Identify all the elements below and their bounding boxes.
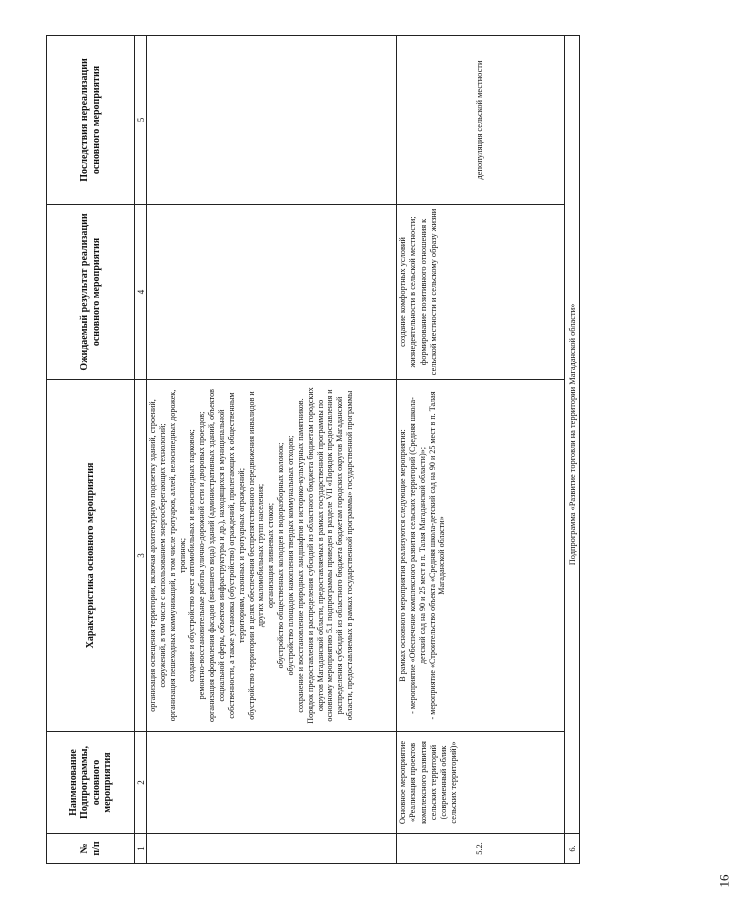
program-table	[46, 35, 580, 864]
cell-consequence: депопуляция сельской местности	[397, 36, 565, 205]
cell-empty	[147, 834, 397, 864]
cell-name: Основное мероприятие «Реализация проектов комплексного развития сельских территорий (современный облик сельских территорий)»	[397, 732, 565, 834]
text-line: создание и обустройство мест автомобильных и велосипедных парковок;	[187, 429, 197, 682]
header-num: № п/п	[47, 834, 135, 864]
col-number: 4	[135, 205, 147, 380]
text-line: ремонтно-восстановительные работы улично-дорожной сети и дворовых проездов;	[197, 411, 207, 700]
text-line: организация пешеходных коммуникаций, в том числе тротуаров, аллей, велосипедных дорожек, тропинок;	[167, 389, 187, 722]
header-result: Ожидаемый результат реализации основного мероприятия	[47, 205, 135, 380]
cell-empty	[147, 205, 397, 380]
cell-characteristics	[147, 380, 397, 732]
column-numbers-row	[135, 36, 147, 864]
text-line: обустройство площадок накопления твердых коммунальных отходов;	[286, 435, 296, 676]
cell-result: создание комфортных условий жизнедеятельности в сельской местности; формирование позитивного отношения к сельской местности и сельскому образу жизни	[397, 205, 565, 380]
page-number: 16	[716, 874, 732, 888]
text-line: организация ливневых стоков;	[266, 502, 276, 609]
cell-subprogram-title: Подпрограмма «Развитие торговли на территории Магаданской области»	[565, 36, 580, 834]
text-line: Порядок предоставления и распределения субсидий из областного бюджета бюджетам городских округов Магаданской области, предоставляемых в рамках государственной программы по основному мероприятию 5.1 подпрограммы приведен в разделе VII «Порядок предоставления и распределения субсидий из областного бюджета бюджетам городских округов Магаданской области, предоставляемых в рамках государственной программы» государственной программы	[305, 387, 355, 724]
cell-num: 6.	[565, 834, 580, 864]
text-line: обустройство территории в целях обеспечения беспрепятственного передвижения инвалидов и других маломобильных групп населения;	[246, 391, 266, 720]
table-row-6	[565, 36, 580, 864]
text-line: обустройство общественных колодцев и водоразборных колонок;	[276, 442, 286, 669]
header-name: Наименование Подпрограммы, основного мероприятия	[47, 732, 135, 834]
cell-characteristics	[397, 380, 565, 732]
text-line: организация оформления фасадов (внешнего вида) зданий (административных зданий, объектов социальной сферы, объектов инфраструктуры и др.), находящихся в муниципальной собственности, а также установка (обустройство) ограждений, прилегающих к общественным территориям, газонных и тротуарных ограждений;	[207, 389, 246, 722]
text-line: сохранение и восстановление природных ландшафтов и историко-культурных памятников.	[295, 398, 305, 713]
col-number: 5	[135, 36, 147, 205]
header-characteristics: Характеристика основного мероприятия	[47, 380, 135, 732]
rotated-table-frame	[46, 36, 580, 864]
text-line: - мероприятие «Строительство объекта «Средняя школа-детский сад на 90 и 25 мест в п. Талая Магаданской области»	[427, 391, 447, 720]
text-line: В рамках основного мероприятия реализуются следующие мероприятия:	[398, 429, 407, 682]
table-row-continuation	[147, 36, 397, 864]
header-consequence: Последствия нереализации основного мероприятия	[47, 36, 135, 205]
text-line: - мероприятие «Обеспечение комплексного развития сельских территорий (Средняя школа-детский сад на 90 и 25 мест в п. Талая Магаданской области)»;	[407, 397, 427, 714]
col-number: 1	[135, 834, 147, 864]
col-number: 2	[135, 732, 147, 834]
cell-num: 5.2.	[397, 834, 565, 864]
cell-empty	[147, 732, 397, 834]
cell-empty	[147, 36, 397, 205]
table-row-5-2	[397, 36, 565, 864]
header-row	[47, 36, 135, 864]
text-line: организация освещения территории, включая архитектурную подсветку зданий, строений, сооружений, в том числе с использованием энергосберегающих технологий;	[148, 399, 167, 712]
col-number: 3	[135, 380, 147, 732]
